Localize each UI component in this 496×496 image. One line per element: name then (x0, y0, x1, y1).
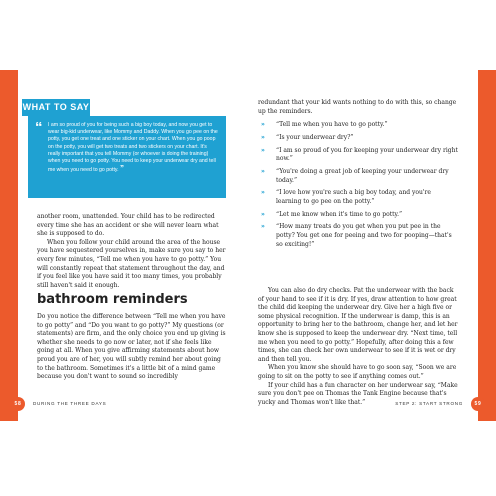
chevron-bullet-icon: » (261, 223, 265, 231)
right-body-top (258, 99, 458, 116)
left-body-bottom (37, 313, 227, 382)
paragraph: If your child has a fun character on her underwear say, “Make sure you don't pee on Thomas the Tank Engine because that's yucky and Thomas won't like that.” (258, 381, 458, 406)
running-head: STEP 2: START STRONG (395, 401, 464, 406)
paragraph: When you know she should have to go soon say, “Soon we are going to sit on the potty to see if anything comes out.” (258, 364, 457, 380)
left-page (14, 70, 248, 421)
right-body-bottom (258, 287, 460, 407)
list-item: » “Tell me when you have to go potty.” (261, 121, 388, 128)
running-head: DURING THE THREE DAYS (32, 401, 107, 406)
list-item: » “How many treats do you get when you put pee in the potty? You get one for peeing and two for pooping—that's so exciting!” (261, 223, 452, 248)
chevron-bullet-icon: » (261, 167, 265, 175)
page-number: 59 (471, 397, 485, 411)
paragraph: You can also do dry checks. Pat the underwear with the back of your hand to see if it is dry. If yes, draw attention to how great the child did keeping the underwear dry. Give her a high five or some physical recognition. If the underwear is damp, this is an opportunity to bring her to the bathroom, change her, and let her know she is supposed to keep the underwear dry. “Next time, tell me when you need to go potty.” Hopefully, after doing this a few times, she can check her own underwear to see if it is wet or dry and then tell you. (258, 287, 458, 363)
right-footer (395, 397, 485, 411)
section-heading: bathroom reminders (37, 292, 188, 307)
paragraph: redundant that your kid wants nothing to do with this, so change up the reminders. (258, 99, 457, 115)
left-body-top (37, 213, 227, 290)
open-quote-icon: “ (35, 119, 43, 136)
right-page (248, 70, 482, 421)
list-item: » “I am so proud of you for keeping your underwear dry right now.” (261, 146, 458, 163)
list-item: » “Let me know when it's time to go potty.” (261, 210, 403, 218)
close-quote-icon: ” (120, 164, 125, 174)
paragraph: When you follow your child around the area of the house you have sequestered yourselves in, make sure you say to her every few minutes, “Tell me when you have to go potty.” You will constantly repeat that statement throughout the day, and if you feel like you have said it too many times, you probably still haven't said it enough. (37, 238, 226, 289)
what-to-say-label: WHAT TO SAY (22, 99, 90, 116)
chevron-bullet-icon: » (261, 146, 265, 154)
paragraph: another room, unattended. Your child has to be redirected every time she has an accident or she will never learn what she is supposed to do. (37, 213, 219, 238)
list-item: » “Is your underwear dry?” (261, 133, 354, 141)
left-footer (11, 397, 106, 411)
chevron-bullet-icon: » (261, 210, 265, 218)
list-item: » “I love how you're such a big boy today, and you're learning to go pee on the potty.” (261, 189, 431, 205)
chevron-bullet-icon: » (261, 133, 265, 141)
chevron-bullet-icon: » (261, 189, 265, 197)
reminder-list (258, 121, 458, 253)
chevron-bullet-icon: » (261, 121, 265, 128)
what-to-say-quote: I am so proud of you for being such a big boy today, and now you get to wear big-kid underwear, like Mommy and Daddy. When you go pee on the potty, you get one treat and one sticker on your chart. When you go poop on the potty, you will get two treats and two stickers on your chart. It's really important that you tell Mommy (or whoever is doing the training) when you need to go potty. You need to keep your underwear dry and tell me when you need to go potty. (48, 122, 218, 174)
what-to-say-box (28, 116, 226, 198)
list-item: » “You're doing a great job of keeping your underwear dry today.” (261, 167, 449, 184)
right-edge-band (478, 70, 496, 421)
left-edge-band (0, 70, 18, 421)
paragraph: Do you notice the difference between “Tell me when you have to go potty” and “Do you want to go potty?” My questions (or statements) are firm, and the only choice you end up giving is whether she needs to go now or later, not if she feels like going at all. When you give affirming statements about how proud you are of her, you will subtly remind her about going to the bathroom. Sometimes it's a little bit of a mind game because you don't want to sound so incredibly (37, 313, 226, 381)
page-number: 58 (11, 397, 25, 411)
